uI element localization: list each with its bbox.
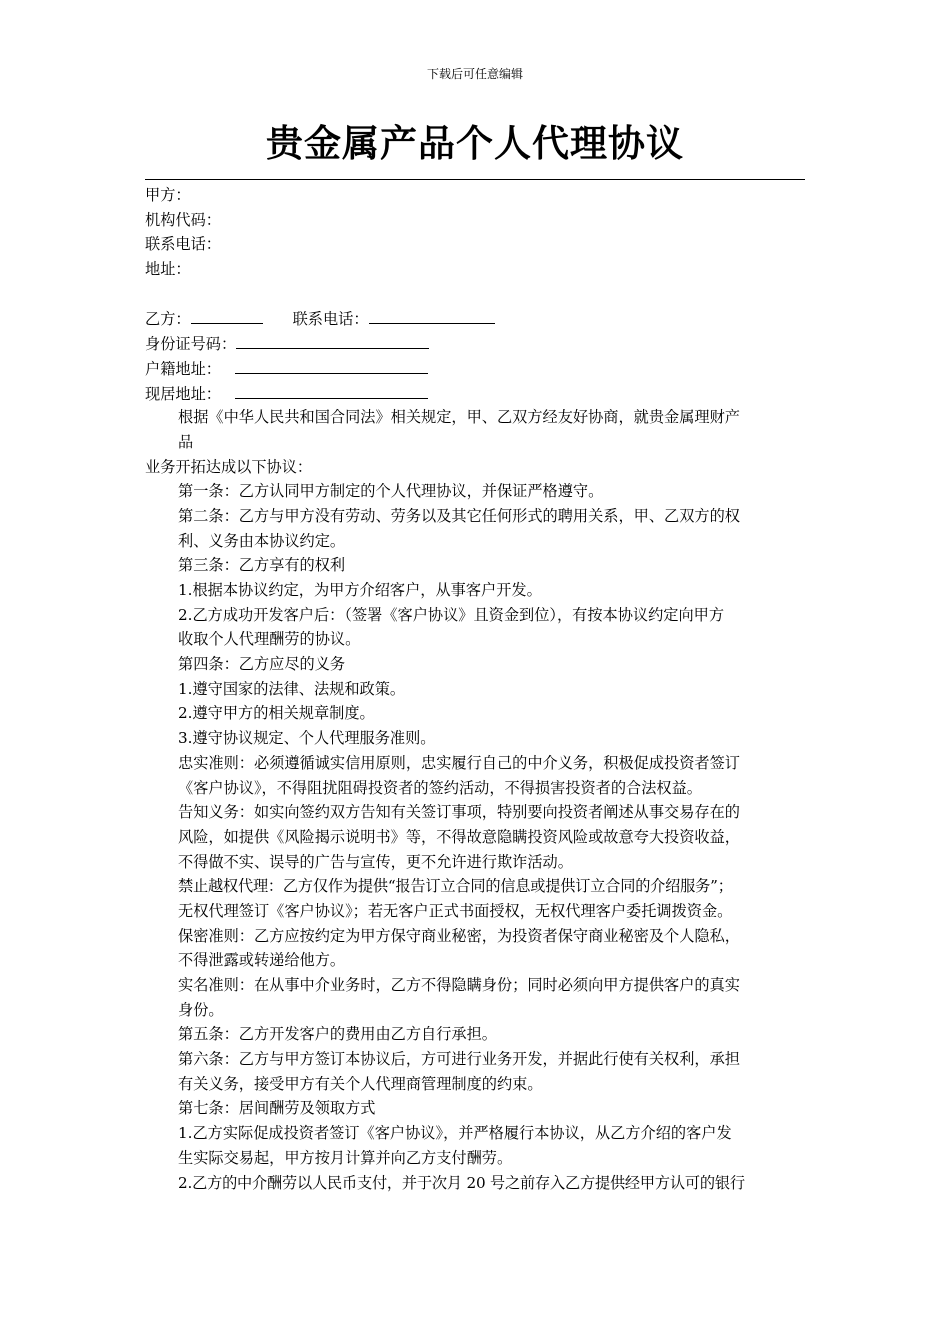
clause-line: 第二条：乙方与甲方没有劳动、劳务以及其它任何形式的聘用关系，甲、乙双方的权 xyxy=(178,506,740,525)
clause-line: 第七条：居间酬劳及领取方式 xyxy=(178,1099,376,1118)
intro-line: 根据《中华人民共和国合同法》相关规定，甲、乙双方经友好协商，就贵金属理财产 xyxy=(178,408,740,427)
party-b-residence-blank xyxy=(235,381,428,399)
clause-line: 生实际交易起，甲方按月计算并向乙方支付酬劳。 xyxy=(178,1148,513,1167)
clause-line: 2.遵守甲方的相关规章制度。 xyxy=(178,704,375,723)
party-b-household-blank xyxy=(235,356,428,374)
clause-line: 第四条：乙方应尽的义务 xyxy=(178,655,346,674)
clause-line: 利、义务由本协议约定。 xyxy=(178,531,346,550)
clause-line: 第三条：乙方享有的权利 xyxy=(178,556,346,575)
party-a-address-label: 地址： xyxy=(145,260,191,279)
party-b-phone-blank xyxy=(369,306,495,324)
clause-line: 忠实准则：必须遵循诚实信用原则，忠实履行自己的中介义务，积极促成投资者签订 xyxy=(178,753,740,772)
clause-line: 告知义务：如实向签约双方告知有关签订事项，特别要向投资者阐述从事交易存在的 xyxy=(178,803,740,822)
clause-line: 3.遵守协议规定、个人代理服务准则。 xyxy=(178,729,436,748)
party-b-name-label: 乙方： xyxy=(145,310,191,329)
clause-line: 保密准则：乙方应按约定为甲方保守商业秘密，为投资者保守商业秘密及个人隐私， xyxy=(178,926,740,945)
clause-line: 不得做不实、误导的广告与宣传，更不允许进行欺诈活动。 xyxy=(178,852,573,871)
clause-line: 身份。 xyxy=(178,1000,224,1019)
clause-line: 收取个人代理酬劳的协议。 xyxy=(178,630,361,649)
clause-line: 有关义务，接受甲方有关个人代理商管理制度的约束。 xyxy=(178,1074,543,1093)
clause-line: 第五条：乙方开发客户的费用由乙方自行承担。 xyxy=(178,1025,497,1044)
document-title: 贵金属产品个人代理协议 xyxy=(266,122,684,165)
party-b-residence-row xyxy=(145,381,810,406)
clause-line: 1.乙方实际促成投资者签订《客户协议》，并严格履行本协议，从乙方介绍的客户发 xyxy=(178,1124,732,1143)
party-a-name-label: 甲方： xyxy=(145,186,191,204)
clause-line: 实名准则：在从事中介业务时，乙方不得隐瞒身份；同时必须向甲方提供客户的真实 xyxy=(178,976,740,994)
spacer xyxy=(145,282,810,307)
clause-line: 不得泄露或转递给他方。 xyxy=(178,951,346,970)
clause-line: 第六条：乙方与甲方签订本协议后，方可进行业务开发，并据此行使有关权利，承担 xyxy=(178,1050,740,1069)
clause-line: 无权代理签订《客户协议》；若无客户正式书面授权，无权代理客户委托调拨资金。 xyxy=(178,901,733,920)
intro-line: 业务开拓达成以下协议： xyxy=(145,457,313,476)
party-b-name-row xyxy=(145,306,810,331)
intro-line: 品 xyxy=(178,432,194,451)
party-b-residence-label: 现居地址： xyxy=(145,384,221,403)
clause-line: 1.遵守国家的法律、法规和政策。 xyxy=(178,679,406,698)
title-divider xyxy=(145,179,805,180)
party-b-id-blank xyxy=(236,331,429,349)
party-b-id-label: 身份证号码： xyxy=(145,335,237,354)
header-note: 下载后可任意编辑 xyxy=(426,67,523,81)
document-body xyxy=(145,183,810,1195)
party-b-id-row xyxy=(145,331,810,356)
clause-line: 1.根据本协议约定，为甲方介绍客户，从事客户开发。 xyxy=(178,581,542,599)
clause-line: 禁止越权代理：乙方仅作为提供“报告订立合同的信息或提供订立合同的介绍服务”； xyxy=(178,877,733,896)
clause-line: 风险，如提供《风险揭示说明书》等，不得故意隐瞒投资风险或故意夸大投资收益， xyxy=(178,827,740,846)
party-b-household-row xyxy=(145,356,810,381)
clause-line: 《客户协议》，不得阻扰阻碍投资者的签约活动，不得损害投资者的合法权益。 xyxy=(178,778,702,797)
party-b-name-blank xyxy=(191,306,263,324)
clause-line: 2.乙方成功开发客户后：（签署《客户协议》且资金到位），有按本协议约定向甲方 xyxy=(178,605,725,624)
party-a-phone-label: 联系电话： xyxy=(145,235,221,254)
party-a-org-code-label: 机构代码： xyxy=(145,210,221,229)
clause-line: 2.乙方的中介酬劳以人民币支付，并于次月 20 号之前存入乙方提供经甲方认可的银行 xyxy=(178,1173,745,1192)
party-b-phone-label: 联系电话： xyxy=(292,310,369,329)
party-b-household-label: 户籍地址： xyxy=(145,359,221,378)
clause-line: 第一条：乙方认同甲方制定的个人代理协议，并保证严格遵守。 xyxy=(178,482,604,501)
